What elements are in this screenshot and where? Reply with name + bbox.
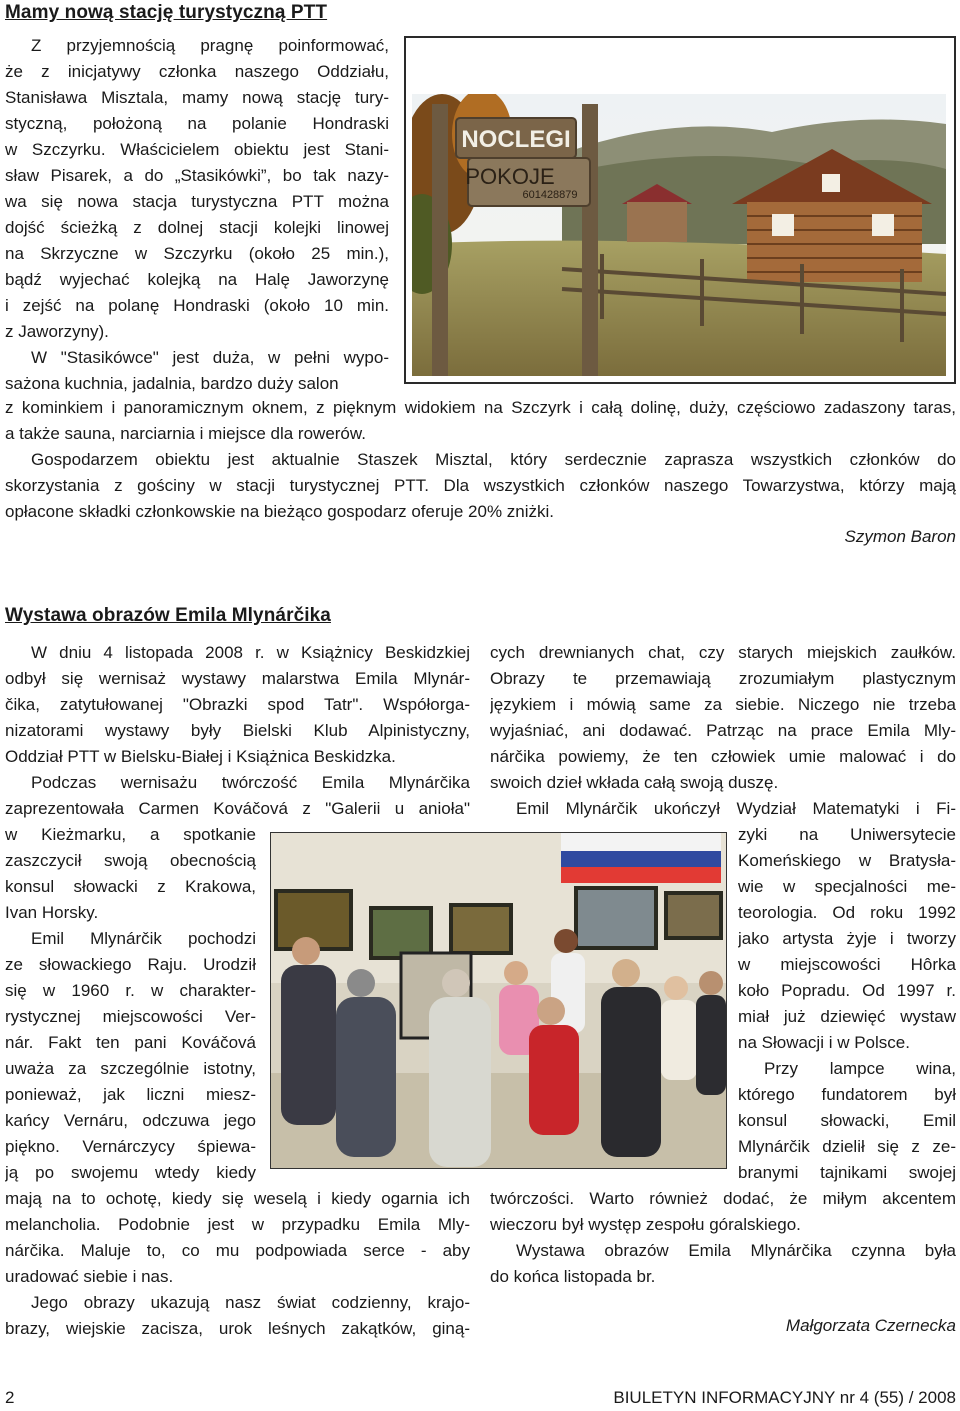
text-line: nizatorami wystawy były Bielski Klub Alpinistyczny, (5, 721, 470, 740)
text-line: koło Popradu. Od 1997 r. (738, 981, 956, 1000)
text-line: styczną, położoną na polanie Hondraski (5, 114, 389, 133)
text-line: a także sauna, narciarnia i miejsce dla rowerów. (5, 424, 366, 443)
text-line: bądź wyjechać kolejką na Halę Jaworzynę (5, 270, 389, 289)
text-line: nárčika. Maluje to, co mu podpowiada serce - aby (5, 1241, 470, 1260)
text-line: zaprezentowała Carmen Kováčová z "Galerii u anioła" (5, 799, 470, 818)
article-title: Mamy nową stację turystyczną PTT (5, 2, 328, 23)
text-line: Oddział PTT w Bielsku-Białej i Książnica Beskidzka. (5, 747, 396, 766)
text-line: do końca listopada br. (490, 1267, 656, 1286)
text-line: odbył się wernisaż wystawy malarstwa Emila Mlynár- (5, 669, 470, 688)
text-line: z kominkiem i panoramicznym oknem, z pięknym widokiem na Szczyrk i całą dolinę, duży, częściowo zadaszony taras, (5, 398, 956, 417)
text-line: wie w specjalności me- (738, 877, 956, 896)
text-line: Komeńskiego w Bratysła- (738, 851, 956, 870)
text-line: mają na to ochotę, kiedy się weselą i kiedy ogarnia ich (5, 1189, 470, 1208)
publication-title: BIULETYN INFORMACYJNY nr 4 (55) / 2008 (613, 1388, 956, 1407)
text-line: Podczas wernisażu twórczość Emila Mlynárčika (31, 773, 470, 792)
text-line: zyki na Uniwersytecie (738, 825, 956, 844)
exhibition-photo-image (271, 833, 726, 1168)
sign-phone-text: 601428879 (522, 189, 578, 201)
text-line: w Kieżmarku, a spotkanie (5, 825, 256, 844)
text-line: z Jaworzyny). (5, 322, 109, 341)
text-line: cych drewnianych chat, czy starych miejskich zaułków. (490, 643, 956, 662)
text-line: skorzystania z gościny w stacji turystycznej PTT. Dla wszystkich członków naszego Towarzystwa, którzy mają (5, 476, 956, 495)
text-line: którego fundatorem był (738, 1085, 956, 1104)
exhibition-photo (270, 832, 727, 1169)
text-line: melancholia. Podobnie jest w przypadku Emila Mly- (5, 1215, 470, 1234)
text-line: Emil Mlynárčik pochodzi (31, 929, 256, 948)
text-line: w miejscowości Hôrka (738, 955, 956, 974)
article-signature: Szymon Baron (844, 527, 956, 546)
text-line: językiem i mówią same za siebie. Niczego nie trzeba (490, 695, 956, 714)
text-line: uradować siebie i nas. (5, 1267, 174, 1286)
text-line: konsul słowacki, Emil (738, 1111, 956, 1130)
text-line: Przy lampce wina, (764, 1059, 956, 1078)
sign-top-text: NOCLEGI (461, 126, 571, 153)
text-line: rystycznej miejscowości Ver- (5, 1007, 256, 1026)
text-line: wieczoru był występ zespołu góralskiego. (490, 1215, 801, 1234)
text-line: Gospodarzem obiektu jest aktualnie Staszek Misztal, który serdecznie zaprasza wszystkich członków do (31, 450, 956, 469)
text-line: konsul słowacki z Krakowa, (5, 877, 256, 896)
text-line: Mlynárčik dzielił się z ze- (738, 1137, 956, 1156)
text-line: Jego obrazy ukazują nasz świat codzienny, krajo- (31, 1293, 470, 1312)
text-line: wyjaśniać, ani dodawać. Patrząc na prace Emila Mly- (490, 721, 956, 740)
text-line: nárčika powiemy, że ten człowiek umie malować i do (490, 747, 956, 766)
text-line: brazy, wiejskie zacisza, urok leśnych zakątków, giną- (5, 1319, 470, 1338)
text-line: dojść ścieżką z dolnej stacji kolejki linowej (5, 218, 389, 237)
text-line: čika, zatytułowanej "Obrazki spod Tatr". Współorga- (5, 695, 470, 714)
text-line: piękno. Vernárczycy śpiewa- (5, 1137, 256, 1156)
article-title: Wystawa obrazów Emila Mlynárčika (5, 605, 331, 626)
text-line: ze słowackiego Raju. Urodził (5, 955, 256, 974)
text-line: na Skrzyczne w Szczyrku (około 25 min.), (5, 244, 389, 263)
hut-photo (412, 94, 946, 376)
page-number: 2 (5, 1388, 15, 1407)
text-line: kańcy Vernáru, odczuwa jego (5, 1111, 256, 1130)
text-line: Stanisława Misztala, mamy nową stację tury- (5, 88, 389, 107)
text-line: Z przyjemnością pragnę poinformować, (31, 36, 389, 55)
text-line: Wystawa obrazów Emila Mlynárčika czynna była (516, 1241, 956, 1260)
article-signature: Małgorzata Czernecka (785, 1316, 956, 1335)
text-line: i zejść na polanę Hondraski (około 10 min. (5, 296, 389, 315)
text-line: miał już dziewięć wystaw (738, 1007, 956, 1026)
text-line: opłacone składki członkowskie na bieżąco gospodarz oferuje 20% zniżki. (5, 502, 555, 521)
text-line: W "Stasikówce" jest duża, w pełni wypo- (31, 348, 389, 367)
text-line: sław Pisarek, a do „Stasikówki”, bo tak nazy- (5, 166, 389, 185)
text-line: teorologia. Od roku 1992 (738, 903, 956, 922)
text-line: W dniu 4 listopada 2008 r. w Książnicy Beskidzkiej (31, 643, 470, 662)
text-line: sażona kuchnia, jadalnia, bardzo duży salon (5, 374, 339, 393)
hut-photo-image (412, 94, 946, 376)
text-line: uważa za szczególnie istotny, (5, 1059, 256, 1078)
sign-bottom-text: POKOJE (465, 164, 555, 189)
text-line: swoich dzieł wkłada całą swoją duszę. (490, 773, 779, 792)
text-line: w Szczyrku. Właścicielem obiektu jest Stani- (5, 140, 389, 159)
text-line: Obrazy te przemawiają zrozumiałym plastycznym (490, 669, 956, 688)
text-line: branymi tajnikami swojej (738, 1163, 956, 1182)
text-line: zaszczycił swoją obecnością (5, 851, 256, 870)
text-line: się w 1960 r. w charakter- (5, 981, 256, 1000)
text-line: że z inicjatywy członka naszego Oddziału, (5, 62, 389, 81)
text-line: Emil Mlynárčik ukończył Wydział Matematyki i Fi- (516, 799, 956, 818)
text-line: twórczości. Warto również dodać, że miłym akcentem (490, 1189, 956, 1208)
text-line: Ivan Horsky. (5, 903, 99, 922)
text-line: ją po swojemu wtedy kiedy (5, 1163, 256, 1182)
text-line: ponieważ, jak liczni miesz- (5, 1085, 256, 1104)
text-line: nár. Fakt ten pani Kováčová (5, 1033, 256, 1052)
text-line: wa się nowa stacja turystyczna PTT można (5, 192, 389, 211)
text-line: jako artysta żyje i tworzy (738, 929, 956, 948)
text-line: na Słowacji i w Polsce. (738, 1033, 910, 1052)
